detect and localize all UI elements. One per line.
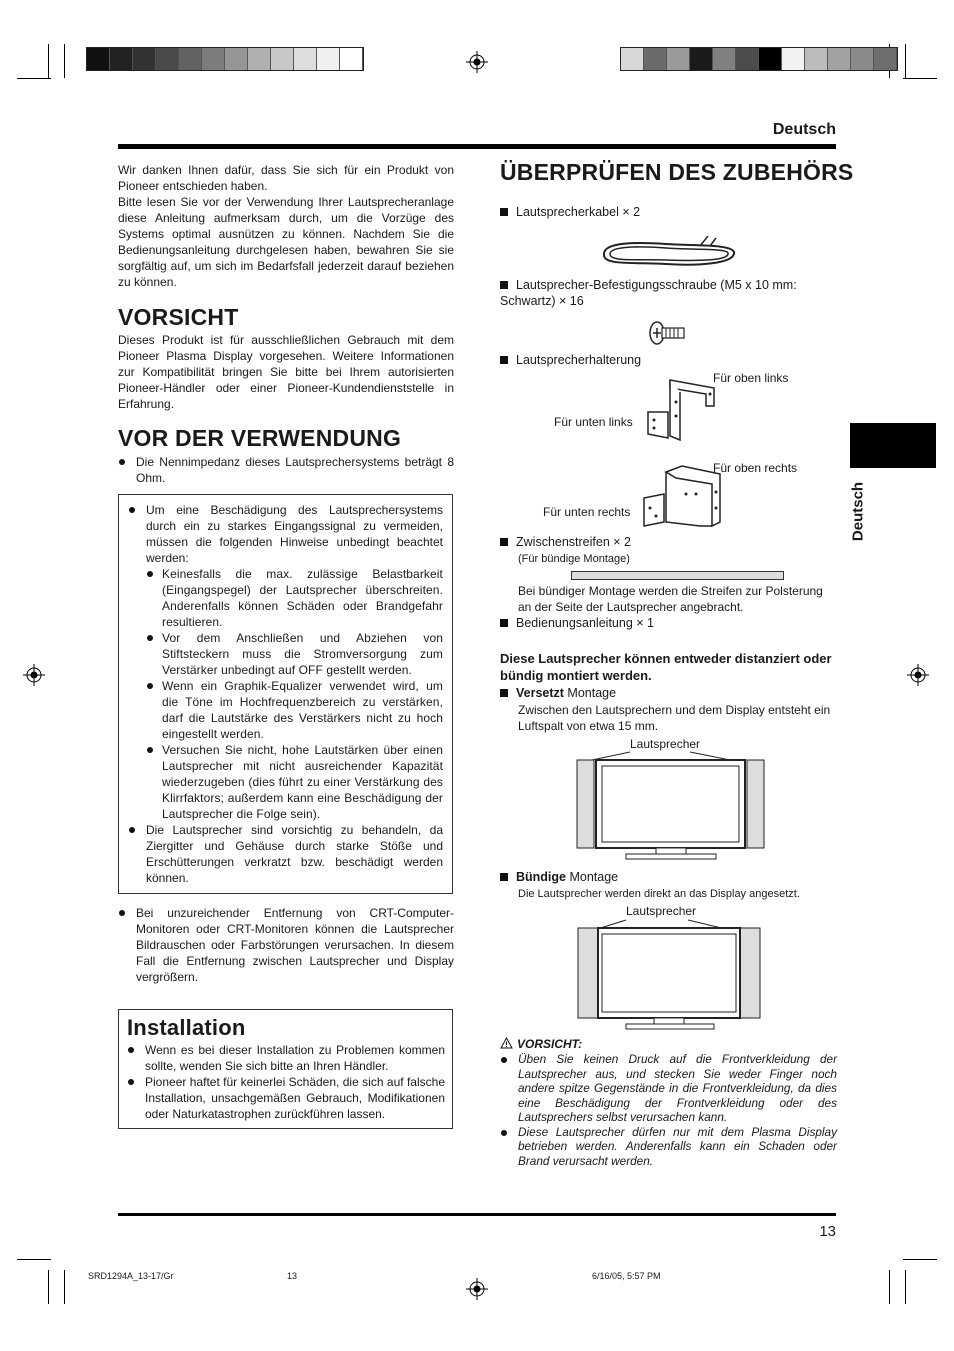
square-bullet-icon: [500, 689, 508, 697]
warning-triangle-icon: [500, 1037, 513, 1049]
color-swatch: [225, 48, 248, 70]
list-item: Keinesfalls die max. zulässige Belastbarkeit (Eingangspegel) der Lautsprecher überschreiten. Anderenfalls können Schäden oder Brandgefahr resultieren.: [146, 566, 443, 630]
slug-file: SRD1294A_13-17/Gr: [88, 1271, 174, 1281]
color-swatch: [156, 48, 179, 70]
item-kabel: [500, 204, 640, 220]
color-swatch: [713, 48, 736, 70]
list-item: Pioneer haftet für keinerlei Schäden, die sich auf falsche Installation, unsachgemäßen Gebrauch, Modifikationen oder Naturkatastrophen zurückführen lassen.: [127, 1074, 445, 1122]
color-swatch: [851, 48, 874, 70]
speaker-cable-image: [596, 236, 742, 272]
square-bullet-icon: [500, 356, 508, 364]
color-swatch: [110, 48, 133, 70]
square-bullet-icon: [500, 619, 508, 627]
color-swatch: [317, 48, 340, 70]
versetzt-title: [500, 685, 616, 701]
item-schraube: [500, 277, 836, 309]
zubehoer-heading: ÜBERPRÜFEN DES ZUBEHÖRS: [500, 159, 854, 185]
vorsicht-text: Dieses Produkt ist für ausschließlichen Gebrauch mit dem Pioneer Plasma Display vorgesehen. Weitere Informationen zur Kompatibilität bringen Sie bitte bei Ihrem autorisierten Pioneer-Händler oder einer Pioneer-Kundendienststelle in Erfahrung.: [118, 333, 454, 411]
color-swatch: [340, 48, 363, 70]
montage-heading: Diese Lautsprecher können entweder distanziert oder bündig montiert werden.: [500, 651, 832, 683]
color-swatch: [667, 48, 690, 70]
registration-mark-icon: [466, 51, 488, 73]
color-swatch: [782, 48, 805, 70]
streifen-text: Bei bündiger Montage werden die Streifen zur Polsterung an der Seite der Lautsprecher angebracht.: [518, 584, 823, 614]
color-swatch: [690, 48, 713, 70]
color-swatch: [248, 48, 271, 70]
display-versetzt-diagram: [574, 740, 772, 864]
label-unten-rechts: Für unten rechts: [543, 505, 631, 519]
item-halterung: [500, 352, 641, 368]
bracket-right-image: [636, 464, 726, 530]
intro-paragraph: Wir danken Ihnen dafür, dass Sie sich für ein Produkt von Pioneer entschieden haben.: [118, 163, 454, 193]
label-oben-rechts: Für oben rechts: [713, 461, 798, 475]
buendig-bold: Bündige: [516, 870, 566, 884]
intro-text: [118, 162, 454, 290]
vorsicht-heading: VORSICHT: [118, 304, 239, 330]
item-label: Zwischenstreifen × 2: [516, 535, 631, 549]
list-item: Die Nennimpedanz dieses Lautsprechersystems beträgt 8 Ohm.: [118, 454, 454, 486]
vor-der-verwendung-heading: VOR DER VERWENDUNG: [118, 425, 402, 451]
color-swatch: [874, 48, 897, 70]
color-calibration-bar-left: [86, 47, 364, 71]
versetzt-bold: Versetzt: [516, 686, 564, 700]
label-lautsprecher: Lautsprecher: [626, 904, 697, 918]
streifen-note: (Für bündige Montage): [518, 553, 630, 565]
list-item: Bei unzureichender Entfernung von CRT-Computer-Monitoren oder CRT-Monitoren können die Lautsprecher Bildrauschen oder Farbstörungen verursachen. In diesem Fall die Entfernung zwischen Lautsprecher und Display vergrößern.: [118, 905, 454, 985]
color-swatch: [805, 48, 828, 70]
square-bullet-icon: [500, 208, 508, 216]
page-number: 13: [819, 1223, 836, 1240]
crt-list: [118, 905, 454, 985]
item-anleitung: [500, 615, 654, 631]
header-rule: [118, 144, 836, 149]
list-item: Vor dem Anschließen und Abziehen von Stiftsteckern muss die Stromversorgung zum Verstärker unbedingt auf OFF gestellt werden.: [146, 630, 443, 678]
color-swatch: [294, 48, 317, 70]
screw-icon: [648, 320, 688, 346]
warning-box-content: [128, 502, 443, 886]
item-label: Lautsprecher-Befestigungsschraube (M5 x 10 mm: Schwartz) × 16: [500, 278, 797, 308]
square-bullet-icon: [500, 281, 508, 289]
label-unten-links: Für unten links: [554, 415, 633, 429]
color-swatch: [133, 48, 156, 70]
item-label: Lautsprecherkabel × 2: [516, 205, 641, 219]
color-calibration-bar-right: [620, 47, 898, 71]
color-swatch: [202, 48, 225, 70]
color-swatch: [179, 48, 202, 70]
color-swatch: [828, 48, 851, 70]
slug-date: 6/16/05, 5:57 PM: [592, 1271, 661, 1281]
warnung-title: VORSICHT:: [517, 1037, 583, 1051]
list-item: Diese Lautsprecher dürfen nur mit dem Plasma Display betrieben werden. Anderenfalls kann ein Schaden oder Brand verursacht werden.: [500, 1125, 837, 1169]
versetzt-rest: Montage: [563, 686, 617, 700]
installation-list: [127, 1042, 445, 1122]
item-streifen: [500, 534, 631, 550]
list-item: Versuchen Sie nicht, hohe Lautstärken über einen Lautsprecher mit nicht ausreichender Kapazität wiederzugeben (dies führt zu einer Verstärkung des Klirrfaktors; außerdem kann eine Beschädigung der Lautsprecher die Folge sein).: [146, 742, 443, 822]
warnung-list: [500, 1052, 837, 1168]
box-intro: Um eine Beschädigung des Lautsprechersystems durch ein zu starkes Eingangssignal zu vermeiden, müssen die folgenden Hinweise unbedingt beachtet werden:: [146, 503, 443, 565]
language-tab-label: Deutsch: [849, 481, 867, 542]
square-bullet-icon: [500, 538, 508, 546]
display-buendig-diagram: [574, 908, 772, 1032]
registration-mark-icon: [466, 1278, 488, 1300]
list-item: Wenn es bei dieser Installation zu Problemen kommen sollte, wenden Sie sich bitte an Ihren Händler.: [127, 1042, 445, 1074]
item-label: Lautsprecherhalterung: [516, 353, 642, 367]
color-swatch: [87, 48, 110, 70]
list-item: Die Lautsprecher sind vorsichtig zu behandeln, da Ziergitter und Gehäuse durch starke Stöße und Erschütterungen verkratzt bzw. beschädigt werden können.: [128, 822, 443, 886]
color-swatch: [271, 48, 294, 70]
square-bullet-icon: [500, 873, 508, 881]
warnung-title-row: [500, 1037, 582, 1052]
color-swatch: [759, 48, 782, 70]
installation-heading: Installation: [127, 1015, 246, 1040]
slug-page: 13: [287, 1271, 298, 1281]
intro-paragraph: Bitte lesen Sie vor der Verwendung Ihrer Lautsprecheranlage diese Anleitung aufmerksam durch, um die Vorzüge des Systems optimal ausnützen zu können. Nachdem Sie die Bedienungsanleitung durchgelesen haben, bewahren Sie sie sorgfältig auf, um sich im Bedarfsfall jederzeit darauf beziehen zu können.: [118, 195, 454, 289]
registration-mark-icon: [23, 664, 45, 686]
buendig-title: [500, 869, 618, 885]
item-label: Bedienungsanleitung × 1: [516, 616, 654, 630]
list-item: Üben Sie keinen Druck auf die Frontverkleidung der Lautsprecher aus, und stecken Sie weder Finger noch andere spitze Gegenstände in die Frontverkleidung, da dies eine Beschädigung der Frontverkleidung oder des Lautsprechers selbst verursachen kann.: [500, 1052, 837, 1125]
color-swatch: [644, 48, 667, 70]
color-swatch: [621, 48, 644, 70]
footer-rule: [118, 1213, 836, 1216]
list-item: Wenn ein Graphik-Equalizer verwendet wird, um die Töne im Hochfrequenzbereich zu verstärken, darf die Lautstärke des Verstärkers nicht zu hoch eingestellt werden.: [146, 678, 443, 742]
list-item: [128, 502, 443, 822]
bracket-left-image: [640, 376, 720, 442]
label-oben-links: Für oben links: [713, 371, 789, 385]
registration-mark-icon: [907, 664, 929, 686]
color-swatch: [736, 48, 759, 70]
buendig-rest: Montage: [566, 870, 619, 884]
versetzt-text: Zwischen den Lautsprechern und dem Display entsteht ein Luftspalt von etwa 15 mm.: [518, 703, 831, 733]
header-language: Deutsch: [772, 121, 836, 138]
impedance-list: [118, 454, 454, 486]
label-lautsprecher: Lautsprecher: [630, 737, 701, 751]
spacer-strip-image: [571, 571, 784, 580]
buendig-text: Die Lautsprecher werden direkt an das Display angesetzt.: [518, 888, 800, 900]
